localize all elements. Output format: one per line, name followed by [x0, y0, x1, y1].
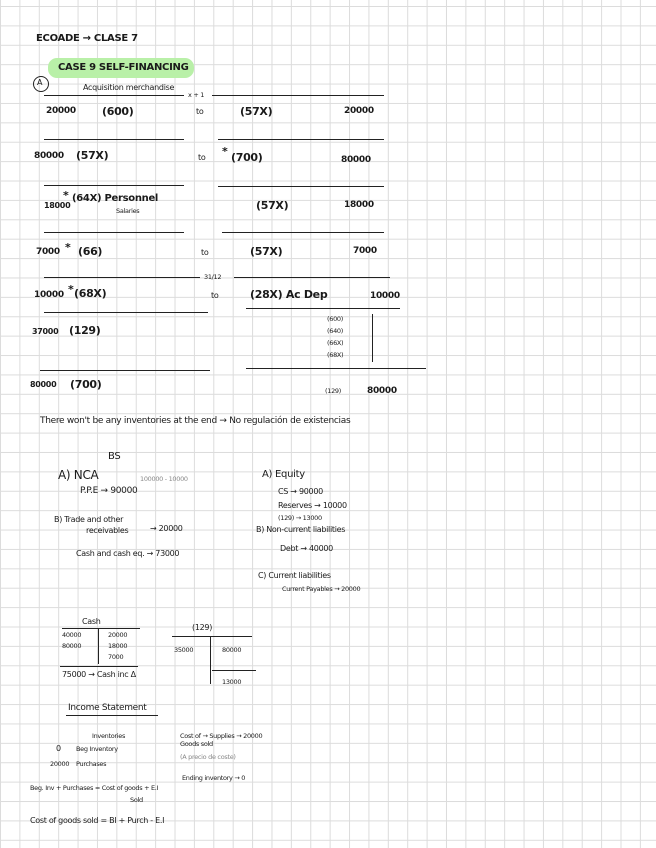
- acquisition-note: Acquisition merchandise: [83, 83, 175, 92]
- debit-account: (600): [102, 105, 134, 118]
- rule: [40, 370, 210, 371]
- credit-amount: 80000: [367, 386, 397, 396]
- cost-note: (A precio de coste): [180, 753, 236, 761]
- title-underline: [66, 715, 158, 716]
- t-top: [172, 636, 252, 637]
- rule: [44, 312, 208, 313]
- ca-label: B) Trade and other: [54, 515, 124, 524]
- to-label: to: [211, 291, 219, 300]
- credit-account: (700): [231, 151, 263, 164]
- cash-credit: 20000: [108, 631, 128, 639]
- debit-account: (57X): [76, 149, 109, 162]
- rule: [218, 186, 384, 187]
- income-title: Income Statement: [68, 703, 147, 713]
- part-label: A: [37, 78, 43, 87]
- reserves-line: Reserves → 10000: [278, 501, 347, 510]
- debit-amount: 37000: [32, 327, 59, 336]
- case-title: CASE 9 SELF-FINANCING: [58, 62, 189, 73]
- t129-debit: 35000: [174, 646, 194, 654]
- page-title: ECOADE → CLASE 7: [36, 33, 138, 44]
- credit-item: (68X): [327, 351, 344, 359]
- debit-account: (66): [78, 245, 103, 258]
- credit-amount: 20000: [344, 106, 374, 116]
- rule: [44, 277, 200, 278]
- ppe-line: P.P.E → 90000: [80, 486, 138, 496]
- debit-subaccount: Salaries: [116, 207, 140, 215]
- debit-amount: 10000: [34, 290, 64, 300]
- rule: [222, 232, 384, 233]
- credit-item: (600): [327, 315, 343, 323]
- cash-credit: 7000: [108, 653, 124, 661]
- credit-amount: 7000: [353, 246, 377, 256]
- debit-account: (64X) Personnel: [72, 193, 159, 204]
- cl-label: C) Current liabilities: [258, 571, 331, 580]
- x-note: x + 1: [188, 91, 205, 99]
- rule: [44, 95, 184, 96]
- debit-account: (129): [69, 324, 101, 337]
- cash-line: Cash and cash eq. → 73000: [76, 549, 180, 558]
- t-stem: [210, 636, 211, 684]
- rule: [44, 232, 184, 233]
- rule: [212, 95, 384, 96]
- rule: [234, 277, 390, 278]
- credit-account: (129): [325, 387, 341, 395]
- t-total: [212, 670, 256, 671]
- equation-2: Cost of goods sold = BI + Purch - E.I: [30, 816, 165, 825]
- star-mark: *: [65, 241, 71, 254]
- to-label: to: [198, 153, 206, 162]
- equation-1: Beg. Inv + Purchases = Cost of goods + E.I: [30, 784, 159, 792]
- cash-credit: 18000: [108, 642, 128, 650]
- beg-label: Beg Inventory: [76, 745, 118, 753]
- purchases-value: 20000: [50, 760, 70, 768]
- credit-account: (57X): [256, 199, 289, 212]
- date-mark: 31/12: [204, 273, 222, 281]
- brace: [372, 314, 373, 362]
- equation-1-sub: Sold: [130, 796, 143, 804]
- credit-account: (28X) Ac Dep: [250, 288, 328, 301]
- ending-inventory: Ending inventory → 0: [182, 774, 246, 782]
- rule: [218, 139, 384, 140]
- cost-line-2: Goods sold: [180, 740, 213, 748]
- debit-account: (68X): [74, 287, 107, 300]
- t129-credit: 80000: [222, 646, 242, 654]
- credit-amount: 10000: [370, 291, 400, 301]
- debit-account: (700): [70, 378, 102, 391]
- purchases-label: Purchases: [76, 760, 107, 768]
- star-mark: *: [68, 283, 74, 296]
- t129-title: (129): [192, 623, 213, 632]
- cash-debit: 80000: [62, 642, 82, 650]
- t129-result: 13000: [222, 678, 242, 686]
- pl-line: (129) → 13000: [278, 514, 322, 522]
- credit-item: (66X): [327, 339, 344, 347]
- ncl-label: B) Non-current liabilities: [256, 525, 346, 534]
- t-top: [62, 628, 140, 629]
- beg-value: 0: [56, 744, 61, 753]
- t-stem: [98, 628, 99, 664]
- cash-t-title: Cash: [82, 617, 101, 626]
- receivables-value: → 20000: [150, 524, 183, 533]
- to-label: to: [201, 248, 209, 257]
- cash-debit: 40000: [62, 631, 82, 639]
- payables-line: Current Payables → 20000: [282, 585, 361, 593]
- cs-line: CS → 90000: [278, 487, 323, 496]
- cash-result: 75000 → Cash inc Δ: [62, 670, 136, 679]
- rule: [44, 185, 184, 186]
- credit-account: (57X): [250, 245, 283, 258]
- bs-title: BS: [108, 451, 121, 462]
- debit-amount: 18000: [44, 201, 71, 210]
- to-label: to: [196, 107, 204, 116]
- debit-amount: 80000: [34, 151, 64, 161]
- credit-account: (57X): [240, 105, 273, 118]
- credit-item: (640): [327, 327, 343, 335]
- rule: [246, 368, 426, 369]
- debit-amount: 20000: [46, 106, 76, 116]
- inventory-note: There won't be any inventories at the end → No regulación de existencias: [40, 416, 351, 426]
- rule: [44, 139, 184, 140]
- debit-amount: 80000: [30, 380, 57, 389]
- ca-label-2: receivables: [86, 526, 129, 535]
- cost-line: Cost of → Supplies → 20000: [180, 732, 263, 740]
- star-mark: *: [222, 145, 228, 158]
- rule: [246, 308, 400, 309]
- star-mark: *: [63, 189, 69, 202]
- debit-amount: 7000: [36, 247, 60, 257]
- debt-line: Debt → 40000: [280, 544, 333, 553]
- equity-label: A) Equity: [262, 469, 305, 480]
- inventories-label: Inventories: [92, 732, 126, 740]
- t-total: [60, 666, 138, 667]
- nca-label: A) NCA: [58, 468, 99, 482]
- credit-amount: 18000: [344, 200, 374, 210]
- credit-amount: 80000: [341, 155, 371, 165]
- nca-calc: 100000 - 10000: [140, 475, 188, 483]
